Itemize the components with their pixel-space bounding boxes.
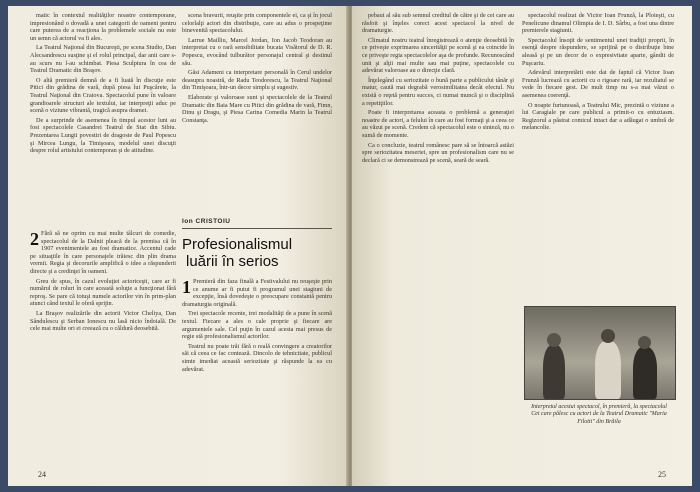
- paragraph: De a surprinde de asemenea în timpul acestor luni au fost spectacolele Casandrei Teatrul de Stat din Sibiu. Prezentarea Lungii povestiri de dragoste de Paul Popescu şi Mircea Lungu, la Timişoara, modelul unei discuţii despre rolul artistului contemporan şi de atitudine.: [30, 116, 176, 155]
- right-column-1: [362, 12, 514, 467]
- paragraph: matic în contextul realităţilor noastre contemporane, impresionând o dovadă a unei categorii de oameni pentru care puterea de a reacţiona la problemele sociale nu este un semn că actorul va fi ales.: [30, 12, 176, 42]
- article-author: Ion CRISTOIU: [182, 218, 231, 225]
- paragraph: O noapte furtunoasă, a Teatrului Mic, prezintă o viziune a lui Caragiale pe care publicul a primit-o cu entuziasm. Regizorul a păstrat comicul intact dar a adăugat o umbră de melancolie.: [522, 101, 674, 132]
- page-number: 24: [38, 470, 46, 479]
- paragraph: Ca o concluzie, teatrul românesc pare să se întoarcă astăzi spre seriozitatea meseriei, spre un profesionalism care nu se declară ci se demonstrează pe scenă, seară de seară.: [362, 141, 514, 164]
- paragraph: 2 Fără să ne oprim cu mai multe tâlcuri de comedie, spectacolul de la Dalnit pleacă de la premisa că în 1907 evenimentele au fost dramatice. Accentul cade pe situaţiile în care personajele trăiesc din plin drama vremii. Regia şi decorurile amplifică o idee a răspunderii directe şi a credinţei în oameni.: [30, 230, 176, 275]
- actor-head: [547, 333, 561, 347]
- actor-head: [638, 336, 651, 349]
- paragraph: Larrue Mailliu, Marcel Jordan, Ion Jacob Teodoran au interpretat cu o rară sensibilitate bucata Visătorul de D. R. Popescu, evocând tulburător personajul central şi destinul său.: [182, 36, 332, 67]
- paragraph: spectacolul realizat de Victor Ioan Frunză, la Ploieşti, cu Penelicune dinamul Olimpia de I. D. Sârbu, a fost una dintre premierele stagiunii.: [522, 12, 674, 35]
- paragraph: pebaut al său sub semnul creditul de către şi de cei care au răsfoit şi înţeles corect acest spectacol la nivel de dramaturgie.: [362, 12, 514, 35]
- paragraph: Teatrul nu poate trăi fără o reală convingere a creatorilor săi că ceea ce fac contează. Dincolo de tehnicitate, publicul simte imediat această seriozitate şi răspunde la ea cu adevărat.: [182, 342, 332, 373]
- paragraph: scena bravurii, reuşite prin componentele ei, ca şi în jocul celorlalţi actori din distribuţie, care au adus o prospeţime binevenită spectacolului.: [182, 12, 332, 35]
- photo-caption: Interpretul acestui spectacol, în premieră, la spectacolul Cei care pălesc cu actori de la Teatrul Dramatic "Maria Filotti" din Brăila: [531, 404, 667, 425]
- actor-figure: [543, 345, 565, 399]
- left-page: [8, 6, 348, 486]
- divider: [182, 228, 332, 229]
- paragraph: Găsi Adameni ca interpretare personală în Cerul undelor deasupra noastră, de Radu Teodorescu, la Teatrul Naţional din Timişoara, într-un decor simplu şi sugestiv.: [182, 69, 332, 92]
- stage-photo: [524, 306, 676, 400]
- right-page: [352, 6, 692, 486]
- drop-cap: 2: [30, 230, 39, 249]
- paragraph: O altă premieră demnă de a fi luată în discuţie este Pitici din grădina de vară, după piesa lui Puşcărete, la Teatrul Naţional din Craiova. Spectacolul pune în valoare grandioarele structuri ale textului, iar interpreţii aduc pe scenă o viziune vibrantă, tragică asupra dramei.: [30, 76, 176, 115]
- article-headline: Profesionalismul luării în serios: [182, 236, 293, 270]
- paragraph: Adevărul interpretării este dat de faptul că Victor Ioan Frunză lucrează cu actorii cu o rigoare rară, iar rezultatul se vede în fiecare gest. De mult timp nu s-a mai văzut o asemenea coerenţă.: [522, 69, 674, 99]
- left-column-1-bottom: [30, 230, 176, 466]
- actor-figure: [633, 347, 657, 399]
- paragraph: Poate fi interpretarea aceasta o problemă a generaţiei noastre de actori, a felului în care au fost formaţi şi a ceea ce au văzut pe scenă. Credem că spectacolul este o sinteză, nu o sumă de momente.: [362, 109, 514, 139]
- paragraph: Înţelegând cu seriozitate o bună parte a publicului tânăr şi matur, caută mai degrabă verosimilitatea decât efectul. Nu există o reţetă pentru succes, ci numai muncă şi o disciplină a repetiţiilor.: [362, 76, 514, 107]
- actor-head: [601, 329, 615, 343]
- paragraph: Greu de spus, în cazul evoluţiei actoriceşti, care ar fi numărul de roluri în care această soluţie a funcţionat fără reproş. Se pare că totuşi numele actorilor vin în prim-plan atunci când textul le oferă sprijin.: [30, 277, 176, 308]
- paragraph: Spectacolul însoţit de sentimentul unei tradiţii proprii, în esenţă despre răspundere, se sprijină pe o distribuţie bine aleasă şi pe un decor de o expresivitate aparte, gândit de Puşcariu.: [522, 36, 674, 67]
- actor-figure: [595, 341, 621, 399]
- paragraph: La Braşov realizările din actorii Victor Cheliya, Dan Sândulescu şi Serban Ionescu nu lasă nicio îndoială. De cele mai multe ori ei creează cu o căldură deosebită.: [30, 309, 176, 333]
- paragraph: Elaborate şi valoroase sunt şi spectacolele de la Teatrul Dramatic din Baia Mare cu Pitici din grădina de vară, Fimn, Dinu şi Dragu, şi Piesa Carina Comedia Marin la Teatrul Constanţa.: [182, 93, 332, 124]
- drop-cap: 1: [182, 278, 191, 297]
- paragraph: Climatul nostru teatral înregistrează o atenţie deosebită în ce priveşte exprimarea sincerităţii pe scenă şi ea coincide în ce priveşte regia spectacolelor aşa de profunde. Recunoscând unii şi alţii mai multe sau mai puţine, spectacolele cu adevărat valoroase au o direcţie clară.: [362, 36, 514, 75]
- paragraph: La Teatrul Naţional din Bucureşti, pe scena Studio, Dan Alecsandrescu susţine şi el rolul principal, dar anii care s-au scurs nu l-au schimbat. Piesa Sculptura în cea de Teatrul Dramatic din Braşov.: [30, 44, 176, 75]
- book-spread: [8, 6, 692, 486]
- left-column-2-bottom: [182, 278, 332, 466]
- page-number: 25: [658, 470, 666, 479]
- paragraph: Trei spectacole recente, trei modalităţi de a pune în scenă textul. Fiecare a ales o cale proprie şi fiecare are argumentele sale. Cel puţin în cazul acesta mai presus de regie stă profesionalismul actorilor.: [182, 310, 332, 341]
- left-column-1-top: [30, 12, 176, 227]
- paragraph: 1 Premieră din faza finală a Festivalului nu reuşeşte prin ce anume ar fi putut fi programul unei stagiuni de excepţie, însă dovedeşte o preocupare constantă pentru dramaturgia originală.: [182, 278, 332, 308]
- right-column-2: [522, 12, 674, 302]
- left-column-2-top: [182, 12, 332, 212]
